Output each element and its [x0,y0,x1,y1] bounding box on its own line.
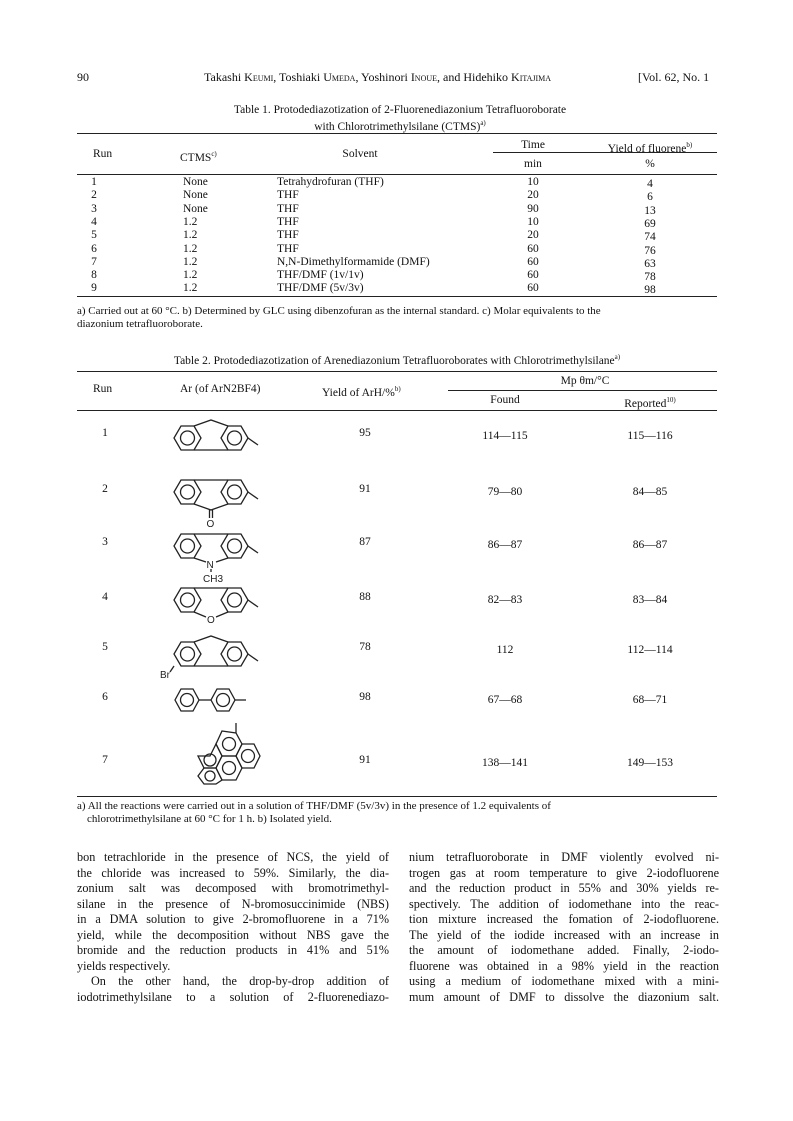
volume-label: [Vol. 62, No. 1 [638,70,710,84]
table2-cell-run: 5 [102,641,108,653]
table1-head-rule [77,174,717,175]
structure-dibenzofuran [168,582,278,628]
table2-cell-reported: 68—71 [632,694,668,706]
table1-cell-yield: 63 [644,257,656,270]
table2-subhead-rule [448,390,717,391]
table2-cell-yield: 91 [359,754,371,766]
table2-cell-yield: 91 [359,483,371,495]
structure-fluorenone [168,474,278,528]
table2-footnotes: a) All the reactions were carried out in a solution of THF/DMF (5v/3v) in the presence of 1.2 equivalents of chlorotrimethylsilane at 60 °C for 1 h. b) Isolated yield. [77,800,551,825]
table2-header-found: Found [490,394,520,406]
table1-cell-ctms: 1.2 [183,282,198,295]
table1-cell-solvent: THF/DMF (1v/1v) [277,269,364,282]
table1-cell-yield: 13 [644,204,656,217]
table1-top-rule [77,133,717,134]
table1-cell-time: 60 [527,269,539,282]
table2-cell-found: 114—115 [482,430,528,442]
table1-cell-run: 6 [91,242,97,255]
table1-cell-yield: 6 [647,191,653,204]
table1-cell-run: 2 [91,189,97,202]
table2-cell-found: 138—141 [482,757,528,769]
table1-cell-run: 8 [91,269,97,282]
table2-cell-yield: 98 [359,691,371,703]
table2-cell-run: 1 [102,427,108,439]
table1-cell-yield: 69 [644,217,656,230]
table2-cell-run: 6 [102,691,108,703]
body-text-line: bon tetrachloride in the presence of NCS, the yield of [77,850,389,864]
structure-n-methylcarbazole [168,528,278,584]
structure-2-fluorenyl [168,418,278,462]
svg-text:O: O [207,615,215,626]
table1-cell-run: 7 [91,255,97,268]
table1-cell-solvent: THF [277,189,299,202]
table2-cell-reported: 115—116 [627,430,673,442]
table1-cell-yield: 98 [644,284,656,297]
table1-cell-ctms: 1.2 [183,255,198,268]
structure-pyrene [192,722,262,786]
body-text-line: trogen gas at room temperature to give 2-iodofluorene [409,865,719,880]
table1-cell-time: 60 [527,282,539,295]
table1-cell-solvent: THF [277,229,299,242]
table2-cell-found: 82—83 [487,594,523,606]
table2-cell-run: 2 [102,483,108,495]
body-right-column [409,850,719,1005]
table2-cell-run: 7 [102,754,108,766]
table1-cell-run: 3 [91,202,97,215]
table2-cell-reported: 84—85 [632,486,668,498]
table2-cell-run: 3 [102,536,108,548]
svg-text:O: O [206,519,215,528]
table2-header-reported: Reported$^{10)}$ [624,396,676,410]
body-text-line: yields respectively. [77,958,171,973]
table2-cell-reported: 86—87 [632,539,668,551]
table1-cell-time: 60 [527,242,539,255]
structure-bromofluorene [160,630,280,680]
table2-cell-found: 86—87 [487,539,523,551]
body-text-line: The yield of the iodide increased with an increase in [409,927,719,942]
table1-caption: Table 1. Protodediazotization of 2-Fluorenediazonium Tetrafluoroborate with Chlorotrimethylsilane (CTMS)$^{a)}$ [233,104,567,133]
body-text-line: the amount of iodomethane added. Finally, 2-iodo- [409,943,719,957]
svg-text:N: N [206,560,214,571]
table1-cell-solvent: Tetrahydrofuran (THF) [277,176,384,188]
table1-cell-ctms: None [183,189,208,202]
table1-cell-time: 10 [527,215,539,228]
table2-caption: Table 2. Protodediazotization of Arenediazonium Tetrafluoroborates with Chlorotrimethylsilane$^{a)}$ [173,353,621,367]
structure-biphenyl [168,682,278,720]
table2-top-rule [77,371,717,372]
body-text-line: iodotrimethylsilane to a solution of 2-fluorenediazo- [77,989,389,1004]
table2-cell-yield: 95 [359,427,371,439]
svg-text:Br: Br [160,670,170,680]
table2-cell-yield: 78 [359,641,371,653]
table1-header-ctms: CTMS$^{c)}$ [180,150,217,164]
table1-cell-time: 20 [527,229,539,242]
body-text-line: using a medium of iodomethane mixed with a mini- [409,974,719,988]
table1-cell-ctms: 1.2 [183,242,198,255]
running-authors: Takashi Keumi, Toshiaki Umeda, Yoshinori Inoue, and Hidehiko Kitajima [204,70,552,84]
table1-cell-yield: 78 [644,271,656,284]
table1-header-solvent: Solvent [342,148,378,160]
body-text-line: the chloride was increased to 59%. Similarly, the dia- [77,865,389,880]
table2-cell-run: 4 [102,591,108,603]
table1-cell-solvent: THF [277,242,299,255]
table1-header-yield-unit: % [645,158,655,170]
body-text-line: On the other hand, the drop-by-drop addition of [91,974,389,988]
body-text-line: in a DMA solution to give 2-bromofluorene in a 71% [77,912,389,926]
table1-cell-ctms: 1.2 [183,215,198,228]
body-left-column [77,850,389,1005]
table2-cell-reported: 149—153 [627,757,673,769]
table2-header-run: Run [93,383,113,395]
table2-header-mp: Mp θm/°C [560,375,610,387]
table1-cell-solvent: THF/DMF (5v/3v) [277,282,364,295]
table1-cell-ctms: 1.2 [183,229,198,242]
table1-cell-time: 60 [527,255,539,268]
table1-header-time: Time [521,139,545,151]
svg-text:CH3: CH3 [203,574,224,584]
table1-cell-yield: 4 [647,178,653,190]
body-text-line: spectively. The addition of iodomethane into the reac- [409,896,719,911]
table1-footnotes: a) Carried out at 60 °C. b) Determined by GLC using dibenzofuran as the internal standard. c) Molar equivalents to the diazonium tetrafluoroborate. [77,305,601,330]
table1-cell-ctms: 1.2 [183,269,198,282]
table2-cell-found: 112 [496,644,514,656]
table1-cell-time: 90 [527,202,539,215]
body-text-line: fluorene was obtained in a 98% yield in the reaction [409,958,719,973]
table1-header-time-unit: min [524,158,542,170]
table2-header-ar: Ar (of ArN2BF4) [180,383,261,395]
table2-cell-found: 67—68 [487,694,523,706]
table2-cell-reported: 112—114 [627,644,673,656]
table2-bottom-rule [77,796,717,797]
page-number: 90 [77,70,89,84]
body-text-line: and the reduction product in 55% and 30% yields re- [409,881,719,895]
table1-cell-solvent: THF [277,202,299,215]
body-text-line: nium tetrafluoroborate in DMF violently evolved ni- [409,850,719,864]
body-text-line: yield, while the decomposition without NBS gave the [77,927,389,942]
table1-cell-run: 4 [91,215,97,228]
table1-cell-yield: 74 [644,231,656,244]
table2-cell-reported: 83—84 [632,594,668,606]
table1-cell-time: 10 [527,176,539,188]
table2-cell-yield: 87 [359,536,371,548]
table1-cell-time: 20 [527,189,539,202]
body-text-line: mum amount of DMF to dissolve the diazonium salt. [409,989,719,1004]
table1-cell-ctms: None [183,202,208,215]
table1-cell-solvent: THF [277,215,299,228]
body-text-line: zonium salt was decomposed with bromotrimethyl- [77,881,389,895]
table1-cell-yield: 76 [644,244,656,257]
table1-cell-run: 1 [91,176,97,188]
table1-header-yield: Yield of fluorene$^{b)}$ [607,141,693,155]
table1-header-run: Run [93,148,113,160]
table2-header-yield: Yield of ArH/%$^{b)}$ [322,385,401,399]
body-text-line: tion mixture increased the fomation of 2-iodofluorene. [409,912,719,926]
body-text-line: silane in the presence of N-bromosuccinimide (NBS) [77,896,389,911]
table2-cell-yield: 88 [359,591,371,603]
table1-cell-ctms: None [183,176,208,188]
body-text-line: bromide and the reduction products in 41% and 51% [77,943,389,957]
table1-cell-run: 9 [91,282,97,295]
table2-cell-found: 79—80 [487,486,523,498]
table1-cell-solvent: N,N-Dimethylformamide (DMF) [277,255,430,268]
table1-cell-run: 5 [91,229,97,242]
